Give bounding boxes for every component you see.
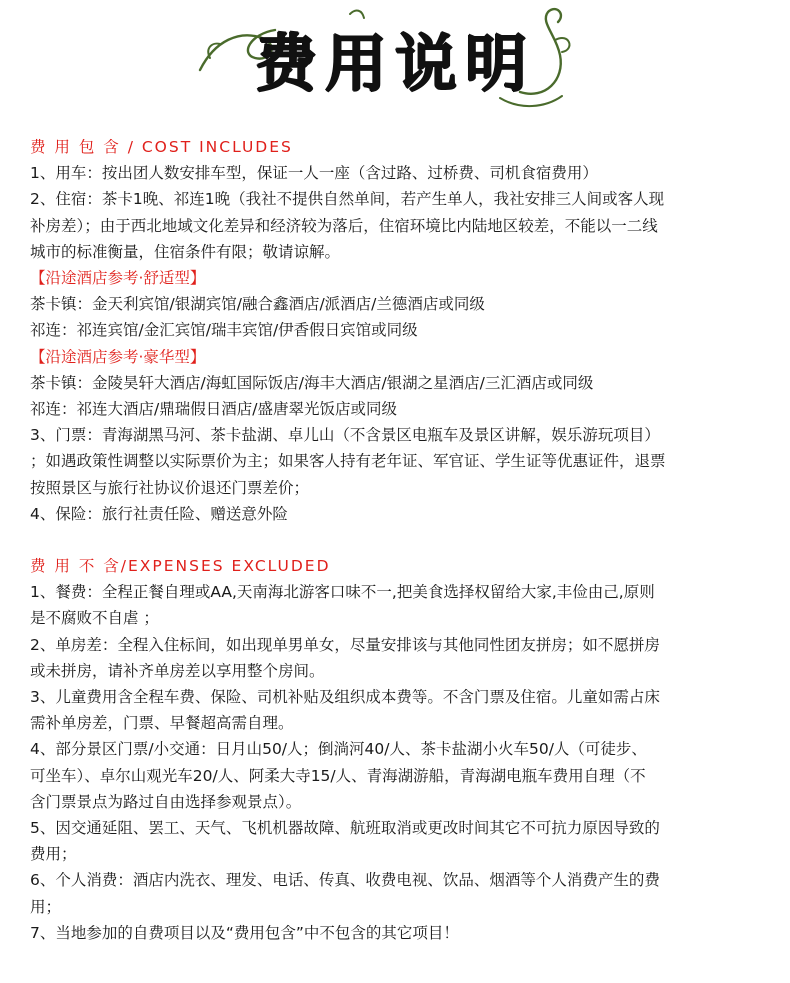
excludes-item-7: 7、当地参加的自费项目以及“费用包含”中不包含的其它项目！ [30, 923, 459, 942]
content [30, 134, 770, 946]
excludes-item-3-line-1: 3、儿童费用含全程车费、保险、司机补贴及组织成本费等。不含门票及住宿。儿童如需占床 [30, 688, 660, 707]
excludes-item-5-line-2: 费用； [30, 845, 77, 864]
excludes-item-6-line-2: 用； [30, 897, 62, 916]
excludes-item-4-line-1: 4、部分景区门票/小交通：日月山50/人；倒淌河40/人、茶卡盐湖小火车50/人（可徒步、 [30, 740, 647, 759]
luxury-hotels-qilian: 祁连：祁连大酒店/鼎瑞假日酒店/盛唐翠光饭店或同级 [30, 400, 397, 419]
excludes-item-6-line-1: 6、个人消费：酒店内洗衣、理发、电话、传真、收费电视、饮品、烟酒等个人消费产生的费 [30, 871, 660, 890]
excludes-item-2-line-2: 或未拼房，请补齐单房差以享用整个房间。 [30, 661, 325, 680]
excludes-item-4-line-2: 可坐车）、卓尔山观光车20/人、阿柔大寺15/人、青海湖游船，青海湖电瓶车费用自理（不 [30, 766, 646, 785]
includes-item-2-line-1: 2、住宿：茶卡1晚、祁连1晚（我社不提供自然单间，若产生单人，我社安排三人间或客人现 [30, 190, 665, 209]
comfort-hotel-label: 【沿途酒店参考·舒适型】 [30, 269, 206, 288]
luxury-hotel-label: 【沿途酒店参考·豪华型】 [30, 347, 206, 366]
excludes-item-1-line-1: 1、餐费：全程正餐自理或AA,天南海北游客口味不一,把美食选择权留给大家,丰俭由己,原则 [30, 583, 655, 602]
includes-item-4: 4、保险：旅行社责任险、赠送意外险 [30, 504, 288, 523]
comfort-hotels-chaka: 茶卡镇：金天利宾馆/银湖宾馆/融合鑫酒店/派酒店/兰德酒店或同级 [30, 295, 485, 314]
includes-item-3-line-2: ；如遇政策性调整以实际票价为主；如果客人持有老年证、军官证、学生证等优惠证件，退票 [30, 452, 666, 471]
excludes-item-3-line-2: 需补单房差，门票、早餐超高需自理。 [30, 714, 294, 733]
includes-item-1: 1、用车：按出团人数安排车型，保证一人一座（含过路、过桥费、司机食宿费用） [30, 164, 598, 183]
excludes-heading: 费 用 不 含/EXPENSES EXCLUDED [30, 557, 331, 576]
page-title: 费用说明 [254, 27, 535, 100]
excludes-item-1-line-2: 是不腐败不自虐 ； [30, 609, 159, 628]
includes-heading: 费 用 包 含 / COST INCLUDES [30, 138, 293, 156]
excludes-item-5-line-1: 5、因交通延阻、罢工、天气、飞机机器故障、航班取消或更改时间其它不可抗力原因导致的 [30, 819, 660, 838]
header [0, 0, 790, 130]
includes-item-2-line-2: 补房差）；由于西北地域文化差异和经济较为落后，住宿环境比内陆地区较差，不能以一二线 [30, 216, 658, 235]
luxury-hotels-chaka: 茶卡镇：金陵昊轩大酒店/海虹国际饭店/海丰大酒店/银湖之星酒店/三汇酒店或同级 [30, 373, 594, 392]
comfort-hotels-qilian: 祁连：祁连宾馆/金汇宾馆/瑞丰宾馆/伊香假日宾馆或同级 [30, 321, 418, 340]
includes-item-3-line-1: 3、门票：青海湖黑马河、茶卡盐湖、卓儿山（不含景区电瓶车及景区讲解，娱乐游玩项目） [30, 426, 660, 445]
section-spacer [30, 527, 770, 553]
excludes-item-4-line-3: 含门票景点为路过自由选择参观景点）。 [30, 792, 302, 811]
includes-item-2-line-3: 城市的标准衡量，住宿条件有限；敬请谅解。 [30, 242, 341, 261]
excludes-item-2-line-1: 2、单房差：全程入住标间，如出现单男单女，尽量安排该与其他同性团友拼房；如不愿拼房 [30, 635, 660, 654]
includes-item-3-line-3: 按照景区与旅行社协议价退还门票差价； [30, 478, 310, 497]
